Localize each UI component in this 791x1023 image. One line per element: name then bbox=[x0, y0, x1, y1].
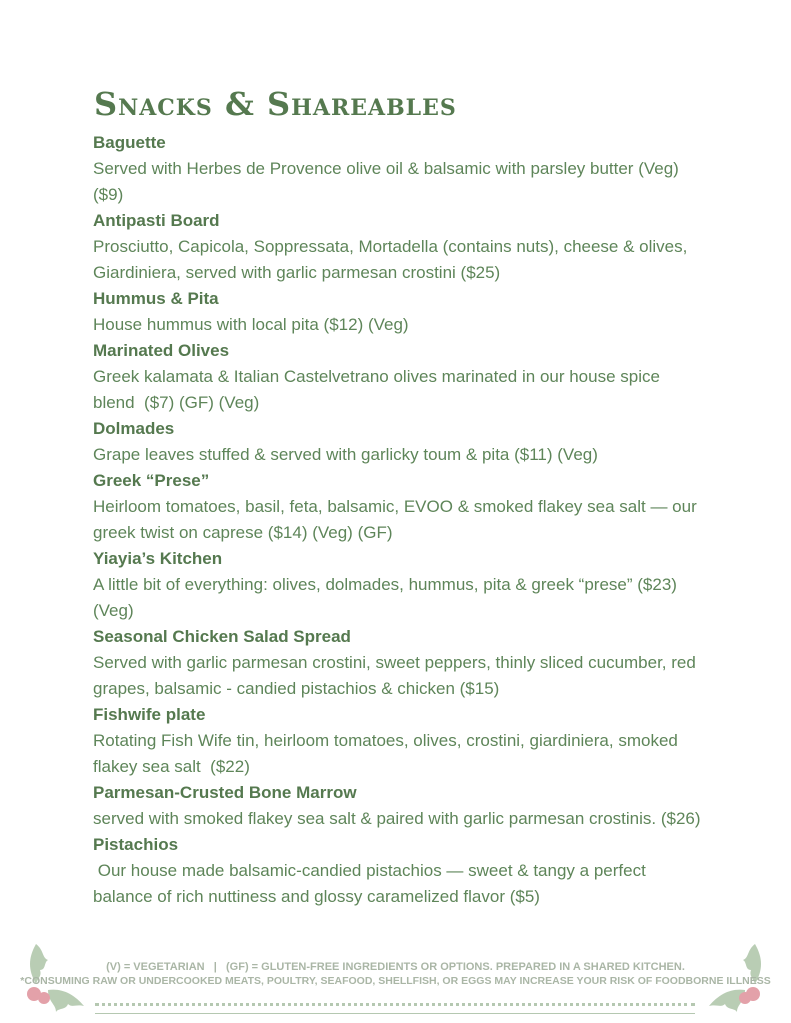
item-name: Pistachios bbox=[93, 835, 179, 854]
item-description: Served with Herbes de Provence olive oil & balsamic with parsley butter (Veg) ($9) bbox=[93, 159, 684, 204]
item-description: Heirloom tomatoes, basil, feta, balsamic, EVOO & smoked flakey sea salt — our greek twist on caprese ($14) (Veg) (GF) bbox=[93, 497, 702, 542]
item-name: Greek “Prese” bbox=[93, 471, 210, 490]
dotted-divider bbox=[95, 1003, 695, 1006]
item-name: Yiayia’s Kitchen bbox=[93, 549, 223, 568]
menu-item bbox=[93, 130, 713, 208]
menu-item bbox=[93, 832, 713, 910]
item-name: Seasonal Chicken Salad Spread bbox=[93, 627, 351, 646]
item-description: Grape leaves stuffed & served with garlicky toum & pita ($11) (Veg) bbox=[93, 445, 598, 464]
menu-item bbox=[93, 624, 713, 702]
item-description: A little bit of everything: olives, dolmades, hummus, pita & greek “prese” ($23) (Veg) bbox=[93, 575, 682, 620]
item-name: Marinated Olives bbox=[93, 341, 230, 360]
item-name: Baguette bbox=[93, 133, 166, 152]
item-description: Served with garlic parmesan crostini, sweet peppers, thinly sliced cucumber, red grapes, balsamic - candied pistachios & chicken ($15) bbox=[93, 653, 701, 698]
item-description: Rotating Fish Wife tin, heirloom tomatoes, olives, crostini, giardiniera, smoked flakey sea salt ($22) bbox=[93, 731, 683, 776]
item-name: Parmesan-Crusted Bone Marrow bbox=[93, 783, 357, 802]
menu-item bbox=[93, 208, 713, 286]
item-description: served with smoked flakey sea salt & paired with garlic parmesan crostinis. ($26) bbox=[93, 809, 701, 828]
menu-item bbox=[93, 416, 713, 468]
menu-item bbox=[93, 468, 713, 546]
item-name: Hummus & Pita bbox=[93, 289, 219, 308]
item-name: Fishwife plate bbox=[93, 705, 206, 724]
bottom-rule bbox=[95, 1013, 695, 1014]
item-description: House hummus with local pita ($12) (Veg) bbox=[93, 315, 409, 334]
menu-footer bbox=[0, 960, 791, 988]
item-description: Our house made balsamic-candied pistachios — sweet & tangy a perfect balance of rich nuttiness and glossy caramelized flavor ($5) bbox=[93, 861, 651, 906]
menu-item bbox=[93, 546, 713, 624]
menu-item bbox=[93, 780, 713, 832]
item-description: Prosciutto, Capicola, Soppressata, Mortadella (contains nuts), cheese & olives, Giardiniera, served with garlic parmesan crostini ($25) bbox=[93, 237, 693, 282]
menu-item bbox=[93, 286, 713, 338]
item-description: Greek kalamata & Italian Castelvetrano olives marinated in our house spice blend ($7) (GF) (Veg) bbox=[93, 367, 665, 412]
menu-item bbox=[93, 702, 713, 780]
section-title: Snacks & Shareables bbox=[94, 85, 457, 123]
item-name: Dolmades bbox=[93, 419, 175, 438]
menu-section bbox=[93, 84, 713, 910]
food-safety-warning: *CONSUMING RAW OR UNDERCOOKED MEATS, POULTRY, SEAFOOD, SHELLFISH, OR EGGS MAY INCREASE YOUR RISK OF FOODBORNE ILLNESS bbox=[20, 975, 771, 987]
item-name: Antipasti Board bbox=[93, 211, 220, 230]
dietary-legend: (V) = VEGETARIAN | (GF) = GLUTEN-FREE INGREDIENTS OR OPTIONS. PREPARED IN A SHARED KITCHEN. bbox=[106, 961, 685, 973]
menu-item bbox=[93, 338, 713, 416]
